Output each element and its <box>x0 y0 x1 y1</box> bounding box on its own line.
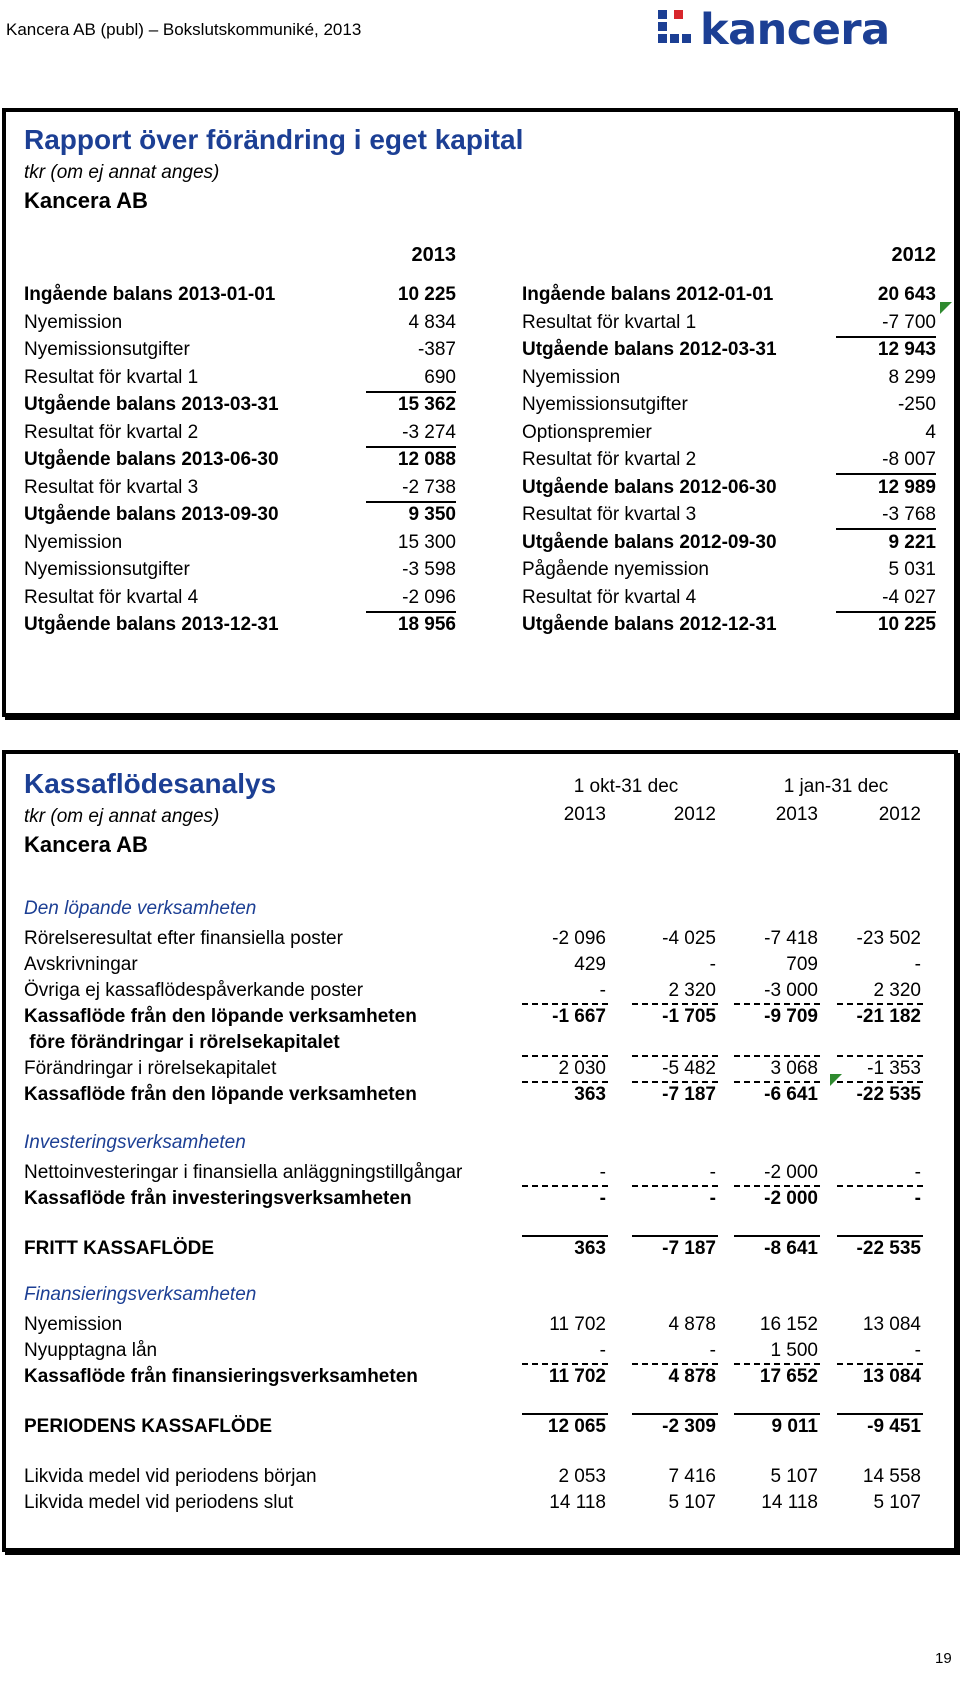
cashflow-value: - <box>599 1340 606 1361</box>
dashed-rule <box>837 1363 923 1365</box>
equity-row-label: Utgående balans 2013-12-31 <box>24 614 279 635</box>
cashflow-value: 7 416 <box>668 1466 716 1487</box>
flag-icon <box>830 1074 842 1086</box>
dashed-rule <box>734 1003 820 1005</box>
equity-row-value: 9 350 <box>408 504 456 525</box>
equity-row-label: Utgående balans 2013-06-30 <box>24 449 279 470</box>
dashed-rule <box>734 1081 820 1083</box>
equity-row-value: 12 989 <box>877 476 936 498</box>
cashflow-value: -2 000 <box>764 1162 818 1183</box>
cashflow-value: 1 500 <box>770 1340 818 1361</box>
cashflow-value: -7 187 <box>662 1238 716 1259</box>
cash-company: Kancera AB <box>24 832 148 857</box>
cashflow-value: -7 418 <box>764 928 818 949</box>
cashflow-value: 14 118 <box>549 1492 606 1513</box>
cashflow-value: - <box>599 980 606 1001</box>
cashflow-value: -7 187 <box>662 1084 716 1105</box>
solid-rule <box>837 1413 923 1415</box>
cashflow-value: 709 <box>786 954 818 975</box>
document-header: Kancera AB (publ) – Bokslutskommuniké, 2013 <box>6 20 362 39</box>
cashflow-row-label: Kassaflöde från investeringsverksamheten <box>24 1188 412 1209</box>
cashflow-value: 13 084 <box>862 1366 921 1387</box>
cashflow-row-label: PERIODENS KASSAFLÖDE <box>24 1416 273 1437</box>
equity-row-label: Resultat för kvartal 3 <box>24 476 199 498</box>
cashflow-row-label: Övriga ej kassaflödespåverkande poster <box>24 980 364 1001</box>
equity-row-label: Nyemission <box>24 531 123 553</box>
equity-statement-panel <box>2 108 958 717</box>
equity-row-label: Resultat för kvartal 4 <box>24 586 199 608</box>
dashed-rule <box>734 1185 820 1187</box>
cashflow-value: 5 107 <box>668 1492 716 1513</box>
logo-wordmark: kancera <box>700 5 890 55</box>
equity-row-value: 8 299 <box>888 366 936 388</box>
cashflow-value: - <box>709 1188 716 1209</box>
cashflow-value: 9 011 <box>771 1416 818 1437</box>
equity-company: Kancera AB <box>24 188 148 213</box>
equity-row-value: 18 956 <box>397 614 456 635</box>
cashflow-value: 17 652 <box>759 1366 818 1387</box>
equity-row-label: Utgående balans 2012-12-31 <box>522 614 777 635</box>
equity-row-value: 10 225 <box>397 284 456 305</box>
cashflow-value: - <box>599 1188 606 1209</box>
cashflow-value: - <box>914 1162 921 1183</box>
equity-row-value: 15 362 <box>397 394 456 415</box>
cashflow-value: - <box>709 954 716 975</box>
cashflow-value: -4 025 <box>662 928 716 949</box>
cashflow-row-label: Nyemission <box>24 1314 123 1335</box>
cashflow-value: - <box>709 1340 716 1361</box>
dashed-rule <box>632 1003 718 1005</box>
cashflow-row-label: Förändringar i rörelsekapitalet <box>24 1058 277 1079</box>
cash-year: 2012 <box>878 804 921 825</box>
cashflow-value: 11 702 <box>548 1366 606 1387</box>
equity-row-value: -8 007 <box>836 449 936 475</box>
cashflow-value: 2 320 <box>873 980 921 1001</box>
equity-row-value: 20 643 <box>877 284 936 305</box>
cash-year: 2012 <box>673 804 716 825</box>
cashflow-row-label: Likvida medel vid periodens slut <box>24 1492 294 1513</box>
cash-year: 2013 <box>775 804 818 825</box>
cashflow-value: -23 502 <box>856 928 921 949</box>
solid-rule <box>522 1235 608 1237</box>
dashed-rule <box>837 1055 923 1057</box>
cashflow-value: -9 709 <box>764 1006 818 1027</box>
period-year: 1 jan-31 dec <box>783 776 889 797</box>
equity-year-2012: 2012 <box>891 244 936 266</box>
period-quarter: 1 okt-31 dec <box>573 776 679 797</box>
dashed-rule <box>522 1003 608 1005</box>
dashed-rule <box>632 1081 718 1083</box>
cashflow-value: -2 096 <box>552 928 606 949</box>
dashed-rule <box>522 1185 608 1187</box>
cashflow-value: -1 353 <box>867 1058 921 1079</box>
cashflow-value: -22 535 <box>856 1238 921 1259</box>
solid-rule <box>632 1413 718 1415</box>
cashflow-value: -8 641 <box>764 1238 818 1259</box>
cashflow-value: - <box>914 1188 921 1209</box>
cashflow-row-label: Rörelseresultat efter finansiella poster <box>24 928 343 949</box>
dashed-rule <box>522 1055 608 1057</box>
equity-row-label: Utgående balans 2012-06-30 <box>522 476 777 498</box>
cashflow-value: 14 558 <box>862 1466 921 1487</box>
equity-row-value: 9 221 <box>888 531 936 553</box>
equity-row-value: 12 943 <box>877 339 936 360</box>
page-number: 19 <box>935 1650 952 1667</box>
cashflow-value: - <box>599 1162 606 1183</box>
equity-row-value: -3 274 <box>366 422 456 448</box>
cashflow-value: -2 000 <box>764 1188 818 1209</box>
equity-row-label: Resultat för kvartal 3 <box>522 504 697 525</box>
cashflow-row-label: Nettoinvesteringar i finansiella anläggningstillgångar <box>24 1162 463 1183</box>
solid-rule <box>734 1413 820 1415</box>
solid-rule <box>522 1413 608 1415</box>
section-financing: Finansieringsverksamheten <box>24 1284 257 1305</box>
cashflow-value: 2 320 <box>668 980 716 1001</box>
dashed-rule <box>522 1363 608 1365</box>
equity-row-label: Resultat för kvartal 1 <box>522 311 697 333</box>
cashflow-value: 4 878 <box>668 1314 716 1335</box>
dashed-rule <box>522 1081 608 1083</box>
equity-row-value: 4 <box>925 421 936 443</box>
cashflow-value: 363 <box>574 1238 606 1259</box>
equity-row-value: -7 700 <box>836 312 936 338</box>
equity-row-value: -4 027 <box>836 587 936 613</box>
equity-row-label: Ingående balans 2012-01-01 <box>522 284 774 305</box>
equity-row-label: Utgående balans 2012-03-31 <box>522 339 777 360</box>
cash-year: 2013 <box>563 804 606 825</box>
cashflow-value: -9 451 <box>867 1416 921 1437</box>
cashflow-value: 429 <box>574 954 606 975</box>
dashed-rule <box>837 1081 923 1083</box>
equity-row-label: Nyemissionsutgifter <box>522 394 688 415</box>
solid-rule <box>632 1235 718 1237</box>
cashflow-value: -2 309 <box>662 1416 716 1437</box>
equity-row-value: -2 096 <box>366 587 456 613</box>
cashflow-row-label-cont: före förändringar i rörelsekapitalet <box>24 1032 340 1053</box>
dashed-rule <box>837 1003 923 1005</box>
cashflow-row-label: Nyupptagna lån <box>24 1340 158 1361</box>
cashflow-row-label: Avskrivningar <box>24 954 138 975</box>
solid-rule <box>837 1235 923 1237</box>
equity-row-value: 12 088 <box>397 449 456 470</box>
equity-row-label: Utgående balans 2012-09-30 <box>522 531 777 553</box>
cashflow-value: -5 482 <box>662 1058 716 1079</box>
equity-row-label: Utgående balans 2013-09-30 <box>24 504 279 525</box>
equity-subtitle: tkr (om ej annat anges) <box>24 162 220 183</box>
cashflow-row-label: Likvida medel vid periodens början <box>24 1466 317 1487</box>
cashflow-panel <box>2 750 958 1552</box>
cashflow-value: 2 030 <box>558 1058 606 1079</box>
equity-row-value: 690 <box>366 367 456 393</box>
dashed-rule <box>632 1185 718 1187</box>
equity-row-label: Nyemissionsutgifter <box>24 339 190 360</box>
cashflow-value: 12 065 <box>547 1416 606 1437</box>
cashflow-value: 14 118 <box>761 1492 818 1513</box>
cashflow-value: 3 068 <box>770 1058 818 1079</box>
equity-year-2013: 2013 <box>411 244 456 266</box>
solid-rule <box>734 1235 820 1237</box>
equity-row-label: Pågående nyemission <box>522 559 709 580</box>
cashflow-value: -3 000 <box>764 980 818 1001</box>
cash-title: Kassaflödesanalys <box>24 768 277 799</box>
cashflow-value: 4 878 <box>668 1366 716 1387</box>
equity-title: Rapport över förändring i eget kapital <box>24 124 524 155</box>
equity-row-label: Optionspremier <box>522 421 652 443</box>
flag-icon <box>940 302 952 314</box>
cashflow-value: -1 705 <box>662 1006 716 1027</box>
cashflow-value: -1 667 <box>552 1006 606 1027</box>
logo-mark-icon <box>656 4 700 52</box>
dashed-rule <box>632 1055 718 1057</box>
equity-row-value: 4 834 <box>408 311 456 333</box>
equity-row-value: 5 031 <box>888 559 936 580</box>
equity-row-label: Resultat för kvartal 2 <box>24 421 199 443</box>
cashflow-row-label: Kassaflöde från den löpande verksamheten <box>24 1006 417 1027</box>
cashflow-value: -22 535 <box>856 1084 921 1105</box>
cashflow-value: -21 182 <box>856 1006 921 1027</box>
cashflow-value: -6 641 <box>764 1084 818 1105</box>
dashed-rule <box>734 1363 820 1365</box>
cashflow-row-label: Kassaflöde från finansieringsverksamheten <box>24 1366 418 1387</box>
dashed-rule <box>837 1185 923 1187</box>
cash-subtitle: tkr (om ej annat anges) <box>24 806 220 827</box>
cashflow-value: - <box>914 954 921 975</box>
equity-row-label: Ingående balans 2013-01-01 <box>24 284 276 305</box>
cashflow-value: 16 152 <box>759 1314 818 1335</box>
cashflow-value: 363 <box>574 1084 606 1105</box>
dashed-rule <box>632 1363 718 1365</box>
cashflow-value: 2 053 <box>558 1466 606 1487</box>
equity-row-value: 15 300 <box>397 531 456 553</box>
equity-row-label: Utgående balans 2013-03-31 <box>24 394 279 415</box>
equity-row-label: Nyemission <box>24 311 123 333</box>
equity-row-label: Nyemission <box>522 366 621 388</box>
equity-row-label: Nyemissionsutgifter <box>24 559 190 580</box>
section-investing: Investeringsverksamheten <box>24 1132 246 1153</box>
equity-row-label: Resultat för kvartal 2 <box>522 449 697 470</box>
kancera-logo <box>656 4 890 56</box>
equity-row-label: Resultat för kvartal 1 <box>24 366 199 388</box>
cashflow-value: 13 084 <box>862 1314 921 1335</box>
equity-row-value: -2 738 <box>366 477 456 503</box>
dashed-rule <box>734 1055 820 1057</box>
cashflow-value: 5 107 <box>770 1466 818 1487</box>
equity-row-value: -387 <box>417 339 456 360</box>
cashflow-value: - <box>914 1340 921 1361</box>
cashflow-row-label: FRITT KASSAFLÖDE <box>24 1238 214 1259</box>
equity-row-value: -3 598 <box>402 559 456 580</box>
cashflow-value: 11 702 <box>549 1314 606 1335</box>
cashflow-value: - <box>709 1162 716 1183</box>
cashflow-row-label: Kassaflöde från den löpande verksamheten <box>24 1084 417 1105</box>
section-operating: Den löpande verksamheten <box>24 898 257 919</box>
equity-row-value: 10 225 <box>877 614 936 635</box>
cashflow-value: 5 107 <box>873 1492 921 1513</box>
equity-row-value: -3 768 <box>836 504 936 530</box>
equity-row-label: Resultat för kvartal 4 <box>522 586 697 608</box>
equity-row-value: -250 <box>897 394 936 415</box>
